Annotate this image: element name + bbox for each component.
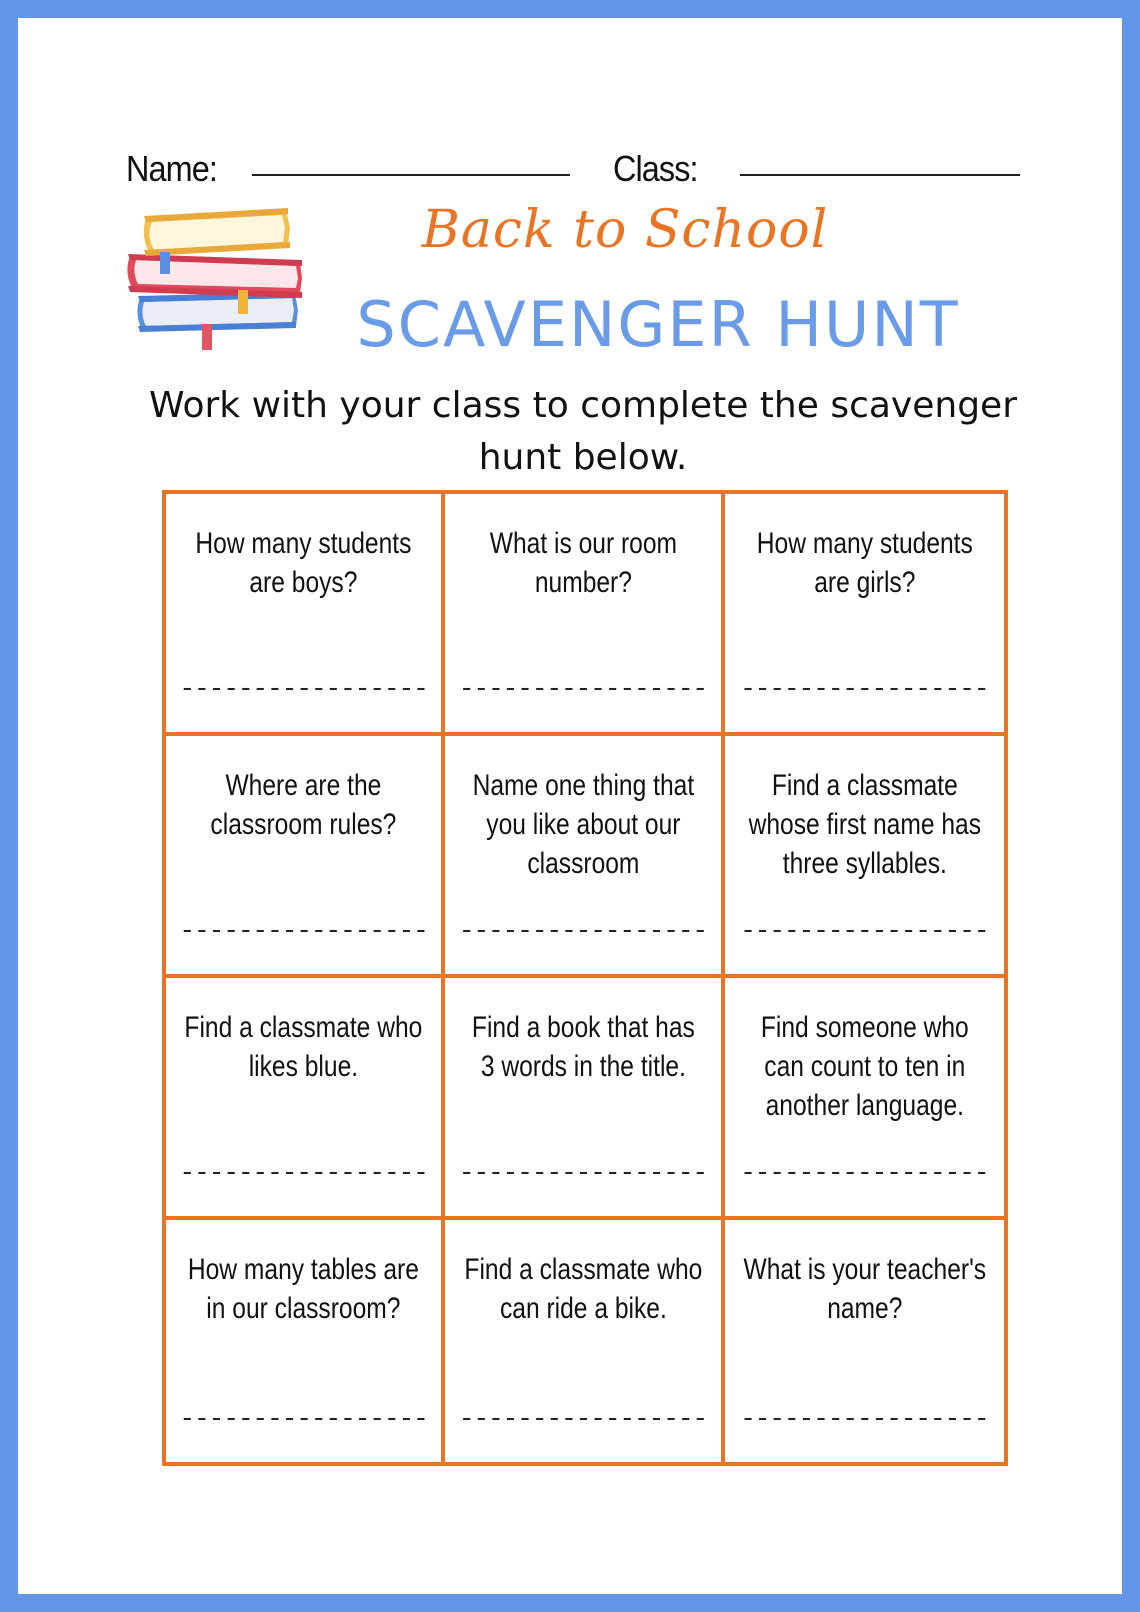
answer-line[interactable]: ----------------- [179, 916, 428, 946]
question-text: Find a classmate who likes blue. [184, 1011, 423, 1083]
grid-cell [445, 1220, 724, 1462]
question-text: How many students are boys? [195, 527, 412, 599]
question-text: How many students are girls? [756, 527, 973, 599]
class-blank-line [740, 174, 1020, 176]
answer-line[interactable]: ----------------- [458, 674, 708, 704]
question-text: Find a classmate who can ride a bike. [464, 1253, 702, 1325]
answer-line[interactable]: ----------------- [740, 1158, 989, 1188]
name-blank-line [252, 174, 570, 176]
class-label: Class: [613, 148, 698, 189]
grid-cell [725, 736, 1004, 978]
grid-cell [166, 978, 445, 1220]
answer-line[interactable]: ----------------- [740, 916, 989, 946]
question-text: Find a book that has 3 words in the title. [471, 1011, 695, 1083]
answer-line[interactable]: ----------------- [179, 1158, 428, 1188]
question-text: How many tables are in our classroom? [188, 1253, 420, 1325]
question-text: What is your teacher's name? [743, 1253, 986, 1325]
instructions-text: Work with your class to complete the scavenger hunt below. [148, 385, 1017, 478]
header-row [18, 136, 1122, 196]
grid-cell [445, 736, 724, 978]
answer-line[interactable]: ----------------- [179, 674, 428, 704]
question-text: Name one thing that you like about our classroom [472, 769, 694, 880]
script-subtitle: Back to School [421, 200, 829, 260]
question-text: What is our room number? [489, 527, 677, 599]
answer-line[interactable]: ----------------- [740, 674, 989, 704]
grid-cell [166, 494, 445, 736]
question-text: Find a classmate whose first name has three syllables. [748, 769, 981, 880]
grid-cell [445, 978, 724, 1220]
grid-cell [725, 978, 1004, 1220]
grid-cell [166, 736, 445, 978]
answer-line[interactable]: ----------------- [740, 1404, 989, 1434]
question-text: Where are the classroom rules? [210, 769, 397, 841]
scavenger-grid [162, 490, 1008, 1466]
answer-line[interactable]: ----------------- [458, 1158, 708, 1188]
grid-cell [725, 1220, 1004, 1462]
question-text: Find someone who can count to ten in another language. [760, 1011, 969, 1122]
answer-line[interactable]: ----------------- [458, 1404, 708, 1434]
grid-cell [166, 1220, 445, 1462]
answer-line[interactable]: ----------------- [179, 1404, 428, 1434]
grid-cell [445, 494, 724, 736]
name-label: Name: [126, 148, 217, 189]
grid-cell [725, 494, 1004, 736]
page-title: SCAVENGER HUNT [356, 288, 960, 361]
answer-line[interactable]: ----------------- [458, 916, 708, 946]
